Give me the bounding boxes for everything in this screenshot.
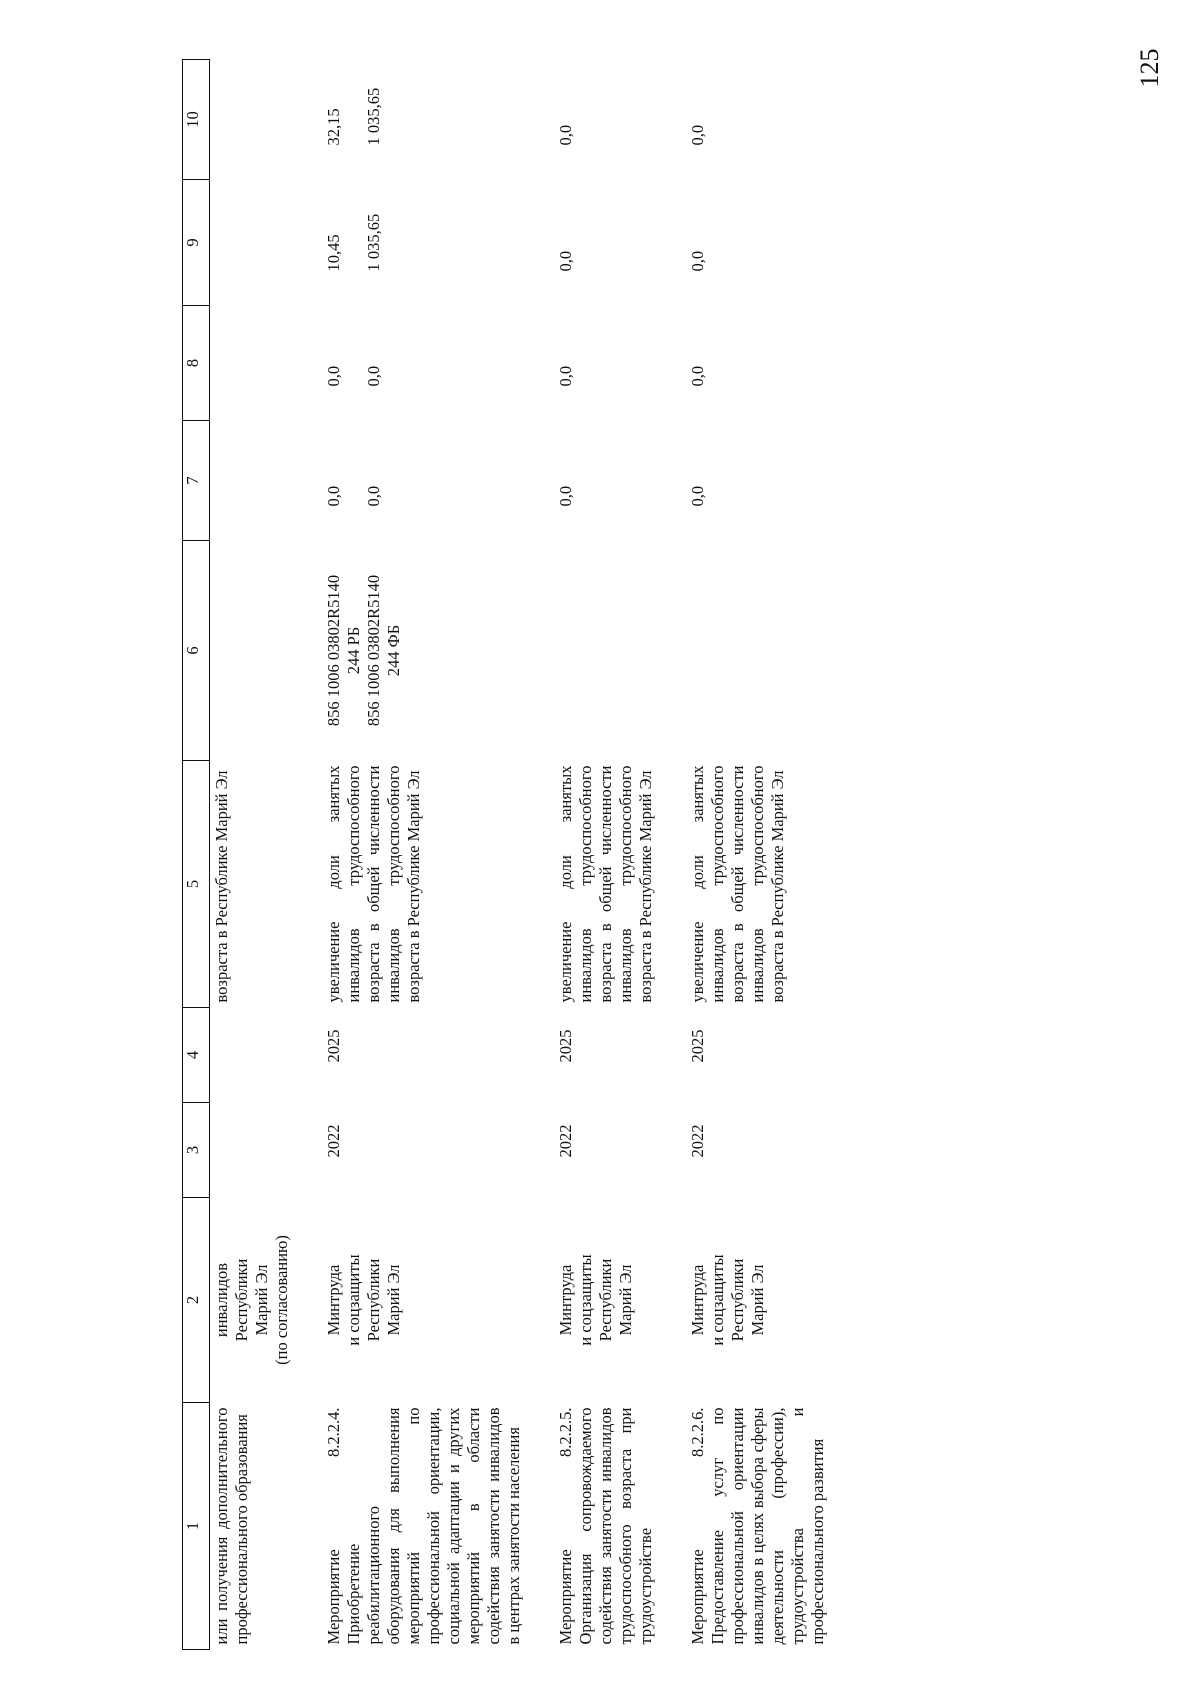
- value-cell-8: [210, 306, 323, 421]
- value-cell-10: 0,0: [688, 124, 707, 146]
- column-header: 6: [183, 541, 210, 761]
- responsible-executor-cell: Минтруда и соцзащиты Республики Марий Эл: [324, 1254, 403, 1346]
- value-cell-9: [210, 180, 323, 306]
- table-row: [554, 60, 686, 1650]
- column-header: 8: [183, 306, 210, 421]
- responsible-executor-cell: инвалидов Республики Марий Эл (по согласованию): [212, 1235, 291, 1365]
- responsible-executor-cell: Минтруда и соцзащиты Республики Марий Эл: [556, 1254, 635, 1346]
- value-cell-7: 0,0: [688, 485, 707, 507]
- budget-code-cell: [686, 541, 830, 761]
- value-cell-9: 10,45 1 035,65: [324, 213, 383, 272]
- measure-name-cell: Мероприятие 8.2.2.4. Приобретение реабилитационного оборудования для выполнения мероприятий по профессиональной ориентации, социальной адаптации и других мероприятий в области содействия занятости инвалидов в центрах занятости населения: [324, 1407, 523, 1645]
- value-cell-7: 0,0 0,0: [324, 485, 383, 507]
- column-header: 2: [183, 1198, 210, 1403]
- value-cell-8: 0,0: [556, 365, 575, 387]
- column-header: 5: [183, 761, 210, 1008]
- end-year-cell: 2025: [688, 1029, 707, 1063]
- program-measures-table: [182, 59, 830, 1650]
- value-cell-9: 0,0: [688, 250, 707, 272]
- end-year-cell: 2025: [556, 1029, 575, 1063]
- column-header: 10: [183, 60, 210, 180]
- value-cell-7: [210, 421, 323, 541]
- value-cell-7: 0,0: [556, 485, 575, 507]
- expected-result-cell: возраста в Республике Марий Эл: [212, 770, 231, 1003]
- value-cell-10: [210, 60, 323, 180]
- table-row: [322, 60, 554, 1650]
- end-year-cell: [210, 1008, 323, 1103]
- table-row: [210, 60, 323, 1650]
- column-header: 1: [183, 1403, 210, 1650]
- value-cell-10: 32,15 1 035,65: [324, 87, 383, 146]
- column-header: 9: [183, 180, 210, 306]
- responsible-executor-cell: Минтруда и соцзащиты Республики Марий Эл: [688, 1254, 767, 1346]
- column-number-header-row: [183, 60, 210, 1650]
- column-header: 7: [183, 421, 210, 541]
- rotated-table-container: [182, 60, 982, 1650]
- expected-result-cell: увеличение доли занятых инвалидов трудоспособного возраста в общей численности инвалидов трудоспособного возраста в Республике Марий Эл: [556, 765, 655, 1003]
- start-year-cell: 2022: [324, 1124, 343, 1158]
- table-row: [686, 60, 830, 1650]
- value-cell-9: 0,0: [556, 250, 575, 272]
- start-year-cell: 2022: [556, 1124, 575, 1158]
- value-cell-8: 0,0 0,0: [324, 365, 383, 387]
- expected-result-cell: увеличение доли занятых инвалидов трудоспособного возраста в общей численности инвалидов трудоспособного возраста в Республике Марий Эл: [324, 765, 423, 1003]
- value-cell-10: 0,0: [556, 124, 575, 146]
- start-year-cell: [210, 1103, 323, 1198]
- column-header: 3: [183, 1103, 210, 1198]
- measure-name-cell: или получения дополнительного профессионального образования: [212, 1407, 251, 1645]
- budget-code-cell: [554, 541, 686, 761]
- expected-result-cell: увеличение доли занятых инвалидов трудоспособного возраста в общей численности инвалидов трудоспособного возраста в Республике Марий Эл: [688, 765, 787, 1003]
- page-number: 125: [1135, 48, 1164, 88]
- column-header: 4: [183, 1008, 210, 1103]
- start-year-cell: 2022: [688, 1124, 707, 1158]
- measure-name-cell: Мероприятие 8.2.2.5. Организация сопровождаемого содействия занятости инвалидов трудоспособного возраста при трудоустройстве: [556, 1407, 655, 1645]
- measure-name-cell: Мероприятие 8.2.2.6. Предоставление услуг по профессиональной ориентации инвалидов в целях выбора сферы деятельности (профессии), трудоустройства и профессионального развития: [688, 1407, 827, 1645]
- budget-code-cell: [210, 541, 323, 761]
- end-year-cell: 2025: [324, 1029, 343, 1063]
- value-cell-8: 0,0: [688, 365, 707, 387]
- budget-code-cell: 856 1006 03802R5140 244 РБ 856 1006 03802R5140 244 ФБ: [324, 574, 403, 727]
